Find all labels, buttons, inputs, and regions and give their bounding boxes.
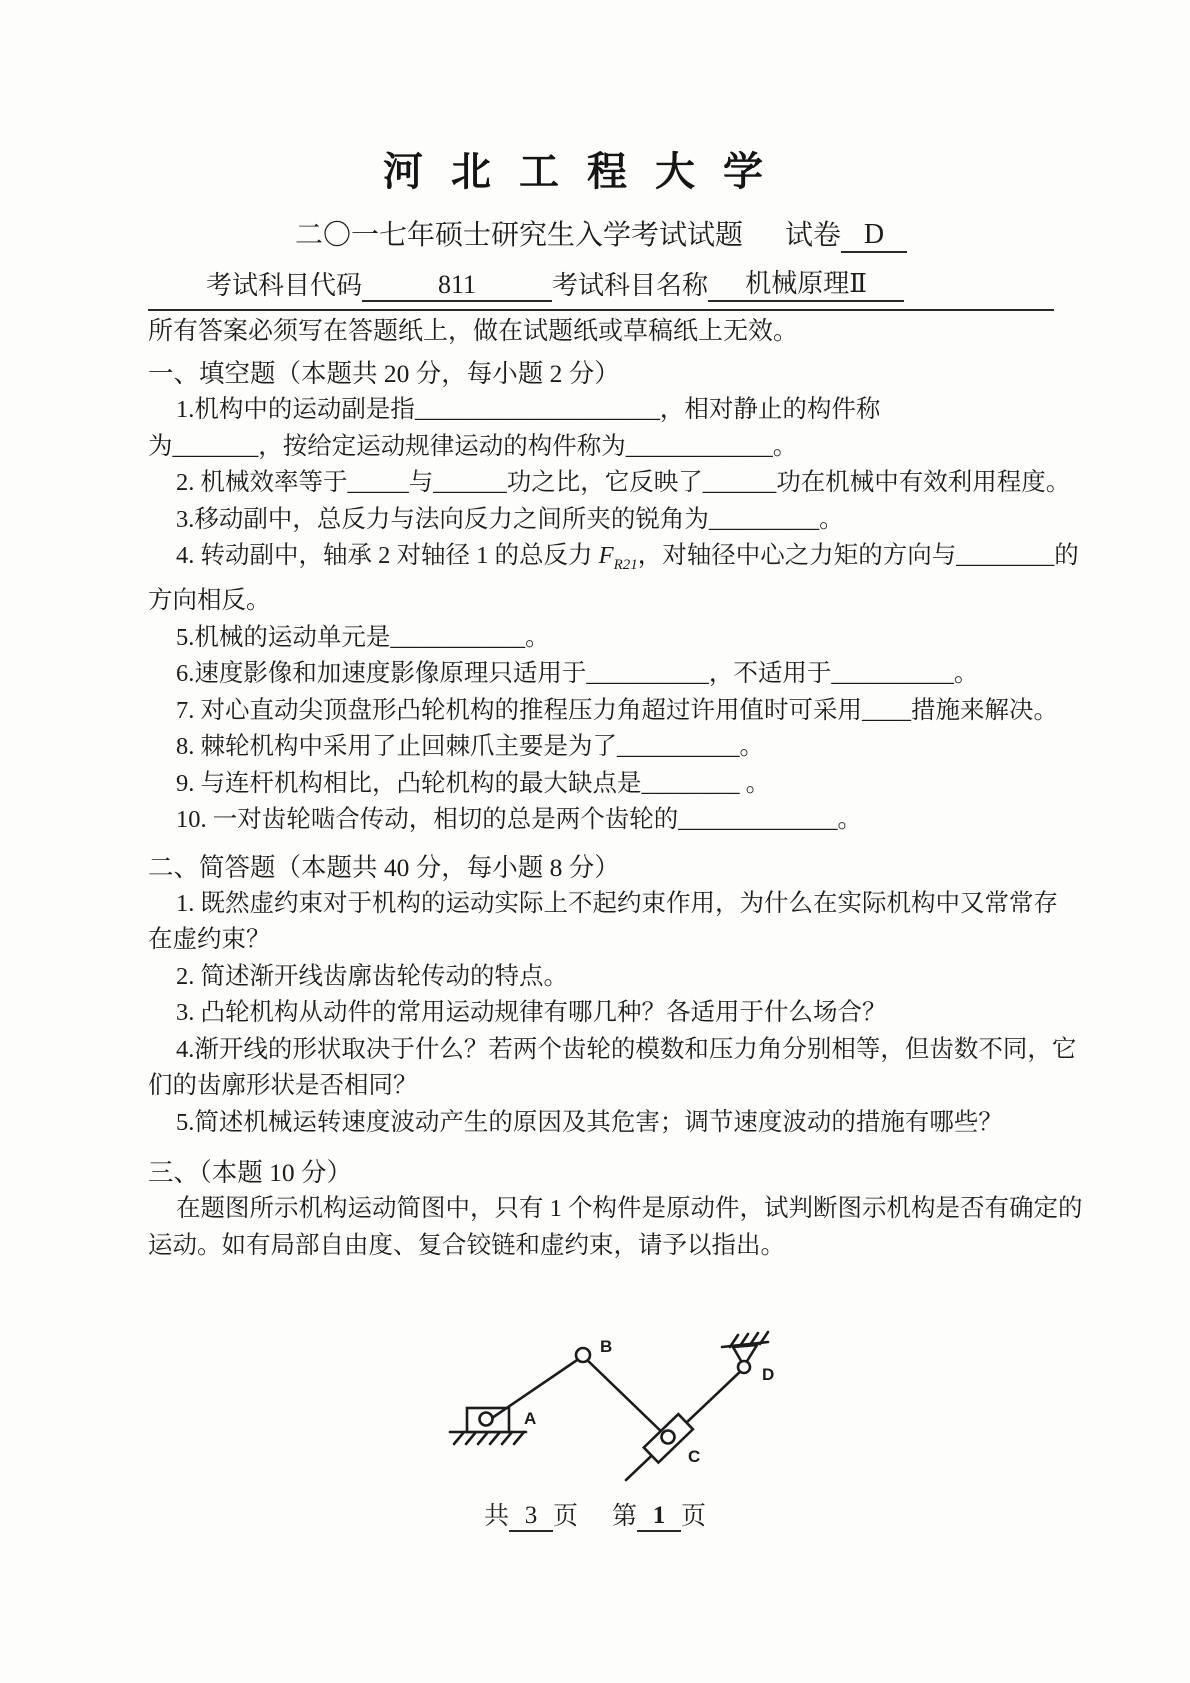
exam-subtitle-row	[148, 213, 1054, 253]
s1-q8: 8. 棘轮机构中采用了止回棘爪主要是为了__________。	[176, 733, 764, 761]
pin-joint-A	[480, 1413, 493, 1426]
page-unit-2: 页	[681, 1503, 707, 1530]
total-pages-value: 3	[509, 1502, 553, 1532]
force-symbol: F	[598, 542, 614, 569]
s2-q1-line2: 在虚约束？	[148, 926, 271, 954]
s3-body-line2: 运动。如有局部自由度、复合铰链和虚约束，请予以指出。	[148, 1231, 785, 1259]
section1-heading: 一、填空题（本题共 20 分，每小题 2 分）	[148, 359, 620, 388]
university-title: 河北工程大学	[383, 149, 791, 194]
s2-q4-line1: 4.渐开线的形状取决于什么？若两个齿轮的模数和压力角分别相等，但齿数不同，它	[176, 1035, 1077, 1063]
s3-body-line1: 在题图所示机构运动简图中，只有 1 个构件是原动件，试判断图示机构是否有确定的	[176, 1195, 1083, 1223]
s1-q6: 6.速度影像和加速度影像原理只适用于__________，不适用于__________。	[176, 660, 979, 688]
s2-q2: 2. 简述渐开线齿廓齿轮传动的特点。	[176, 962, 568, 990]
mechanism-diagram	[430, 1300, 830, 1500]
section2-heading: 二、简答题（本题共 40 分，每小题 8 分）	[148, 852, 620, 882]
subject-name-value: 机械原理Ⅱ	[708, 263, 904, 302]
link-AB	[492, 1356, 583, 1418]
s2-q1-line1: 1. 既然虚约束对于机构的运动实际上不起约束作用，为什么在实际机构中又常常存	[176, 889, 1058, 917]
s1-q3: 3.移动副中，总反力与法向反力之间所夹的锐角为_________。	[176, 505, 844, 533]
page-footer	[0, 1496, 1190, 1532]
exam-subtitle: 二〇一七年硕士研究生入学考试试题	[294, 220, 743, 251]
s1-q4-text-pre: 4. 转动副中，轴承 2 对轴径 1 的总反力	[176, 542, 599, 569]
s1-q4-line2: 方向相反。	[148, 587, 271, 615]
s1-q2: 2. 机械效率等于_____与______功之比，它反映了______功在机械中有效利用程度。	[176, 469, 1071, 496]
diagram-label-B: B	[600, 1337, 613, 1356]
s2-q4-line2: 们的齿廓形状是否相同？	[148, 1072, 418, 1100]
s1-q10: 10. 一对齿轮啮合传动，相切的总是两个齿轮的_____________。	[176, 806, 862, 834]
diagram-label-A: A	[524, 1409, 537, 1428]
subject-code-label: 考试科目代码	[206, 271, 363, 300]
diagram-label-C: C	[688, 1447, 701, 1466]
s2-q3: 3. 凸轮机构从动件的常用运动规律有哪几种？各适用于什么场合？	[176, 999, 887, 1027]
paper-label: 试卷	[785, 220, 842, 251]
diagram-label-D: D	[762, 1365, 775, 1384]
page-unit-1: 页	[552, 1503, 578, 1530]
pin-joint-B	[576, 1348, 590, 1362]
s1-q4-text-post: ，对轴径中心之力矩的方向与________的	[637, 542, 1079, 569]
s1-q1-line2: 为_______，按给定运动规律运动的构件称为____________。	[148, 432, 798, 460]
paper-code-blank: D	[841, 219, 907, 253]
s1-q1-line1: 1.机构中的运动副是指____________________，相对静止的构件称	[176, 396, 881, 423]
subject-code-row	[148, 263, 1054, 311]
total-pages-label: 共	[483, 1503, 509, 1530]
pin-joint-C	[662, 1431, 675, 1444]
s2-q5: 5.简述机械运转速度波动产生的原因及其危害；调节速度波动的措施有哪些？	[176, 1108, 1003, 1136]
s1-q4-line1	[148, 538, 1079, 583]
s1-q5: 5.机械的运动单元是___________。	[176, 623, 550, 651]
force-subscript: R21	[613, 556, 638, 573]
section3-heading: 三、（本题 10 分）	[148, 1158, 353, 1188]
current-page-value: 1	[637, 1502, 681, 1532]
ground-hatch-A	[450, 1432, 526, 1444]
document-body	[148, 140, 1083, 1264]
s1-q9: 9. 与连杆机构相比，凸轮机构的最大缺点是________ 。	[176, 769, 771, 797]
answer-notice: 所有答案必须写在答题纸上，做在试题纸或草稿纸上无效。	[148, 318, 799, 345]
subject-name-label: 考试科目名称	[552, 271, 709, 300]
subject-code-value: 811	[362, 270, 552, 302]
link-BC	[583, 1356, 668, 1438]
s1-q7: 7. 对心直动尖顶盘形凸轮机构的推程压力角超过许用值时可采用____措施来解决。	[176, 696, 1058, 724]
current-page-label: 第	[612, 1503, 638, 1530]
pin-joint-D	[738, 1361, 750, 1373]
